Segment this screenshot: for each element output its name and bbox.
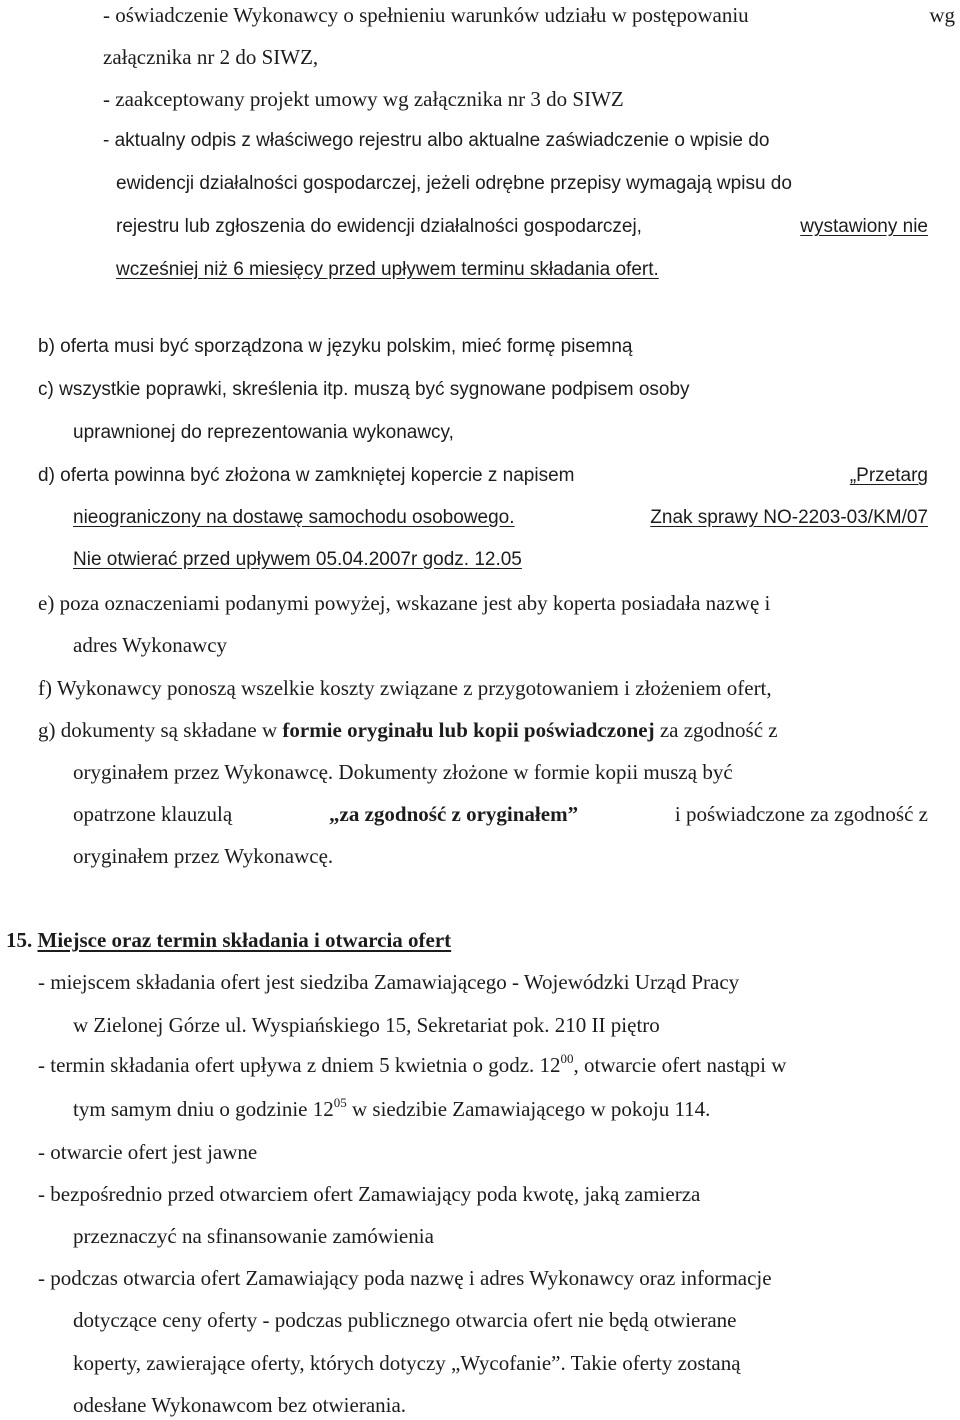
text-line xyxy=(103,2,955,28)
text-segment: „Przetarg xyxy=(849,465,928,486)
superscript: 05 xyxy=(333,1095,347,1110)
text-segment: d) oferta powinna być złożona w zamkniętej kopercie z napisem xyxy=(38,465,575,486)
item-e: e) poza oznaczeniami podanymi powyżej, wskazane jest aby koperta posiadała nazwę i xyxy=(38,591,771,615)
text-segment: opatrzone klauzulą xyxy=(73,802,233,826)
item-g xyxy=(38,717,928,743)
section-number: 15. xyxy=(6,928,33,952)
text-line: koperty, zawierające oferty, których dotyczy „Wycofanie”. Takie oferty zostaną xyxy=(73,1351,741,1375)
text-segment: tym samym dniu o godzinie 12 xyxy=(73,1097,334,1121)
list-item: - otwarcie ofert jest jawne xyxy=(38,1140,258,1164)
text-line: Nie otwierać przed upływem 05.04.2007r godz. 12.05 xyxy=(73,549,522,570)
text-segment: - termin składania ofert upływa z dniem 5 kwietnia o godz. 12 xyxy=(38,1053,561,1077)
item-c: c) wszystkie poprawki, skreślenia itp. muszą być sygnowane podpisem osoby xyxy=(38,379,690,400)
text-segment: i poświadczone za zgodność z xyxy=(674,802,928,826)
text-line: ewidencji działalności gospodarczej, jeżeli odrębne przepisy wymagają wpisu do xyxy=(116,173,792,194)
text-segment: - oświadczenie Wykonawcy o spełnieniu warunków udziału w postępowaniu xyxy=(103,3,749,27)
text-line: - aktualny odpis z właściwego rejestru albo aktualne zaświadczenie o wpisie do xyxy=(103,130,770,151)
text-line: przeznaczyć na sfinansowanie zamówienia xyxy=(73,1224,434,1248)
text-line: odesłane Wykonawcom bez otwierania. xyxy=(73,1393,407,1417)
section-title: Miejsce oraz termin składania i otwarcia ofert xyxy=(37,928,452,952)
text-segment: w siedzibie Zamawiającego w pokoju 114. xyxy=(346,1097,711,1121)
text-segment: wg xyxy=(929,3,955,27)
text-segment: rejestru lub zgłoszenia do ewidencji działalności gospodarczej, xyxy=(116,216,642,237)
text-line: oryginałem przez Wykonawcę. xyxy=(73,844,334,868)
list-item: - bezpośrednio przed otwarciem ofert Zamawiający poda kwotę, jaką zamierza xyxy=(38,1182,701,1206)
text-line: adres Wykonawcy xyxy=(73,633,228,657)
text-segment: wystawiony nie xyxy=(800,216,928,237)
text-line: uprawnionej do reprezentowania wykonawcy, xyxy=(73,422,454,443)
superscript: 00 xyxy=(560,1051,574,1066)
bold-text: „za zgodność z oryginałem” xyxy=(329,802,579,826)
text-line: - zaakceptowany projekt umowy wg załącznika nr 3 do SIWZ xyxy=(103,87,624,111)
text-line xyxy=(73,505,928,531)
text-segment: za zgodność z xyxy=(659,718,778,742)
text-line: dotyczące ceny oferty - podczas publicznego otwarcia ofert nie będą otwierane xyxy=(73,1308,737,1332)
text-line xyxy=(73,801,928,827)
item-d xyxy=(38,463,928,489)
text-segment: Znak sprawy NO-2203-03/KM/07 xyxy=(650,507,928,528)
text-line: załącznika nr 2 do SIWZ, xyxy=(103,45,319,69)
section-heading xyxy=(6,927,451,953)
text-line xyxy=(116,214,928,240)
text-line: wcześniej niż 6 miesięcy przed upływem terminu składania ofert. xyxy=(116,259,659,280)
text-line xyxy=(73,1096,710,1125)
list-item xyxy=(38,1052,786,1081)
item-f: f) Wykonawcy ponoszą wszelkie koszty związane z przygotowaniem i złożeniem ofert, xyxy=(38,676,772,700)
text-line: oryginałem przez Wykonawcę. Dokumenty złożone w formie kopii muszą być xyxy=(73,760,733,784)
list-item: - podczas otwarcia ofert Zamawiający poda nazwę i adres Wykonawcy oraz informacje xyxy=(38,1266,772,1290)
text-segment: nieograniczony na dostawę samochodu osobowego. xyxy=(73,507,515,528)
text-line: w Zielonej Górze ul. Wyspiańskiego 15, Sekretariat pok. 210 II piętro xyxy=(73,1013,660,1037)
item-b: b) oferta musi być sporządzona w języku polskim, mieć formę pisemną xyxy=(38,336,633,357)
list-item: - miejscem składania ofert jest siedziba Zamawiającego - Wojewódzki Urząd Pracy xyxy=(38,970,740,994)
bold-text: formie oryginału lub kopii poświadczonej xyxy=(282,718,655,742)
text-segment: g) dokumenty są składane w xyxy=(38,718,278,742)
text-segment: , otwarcie ofert nastąpi w xyxy=(573,1053,787,1077)
